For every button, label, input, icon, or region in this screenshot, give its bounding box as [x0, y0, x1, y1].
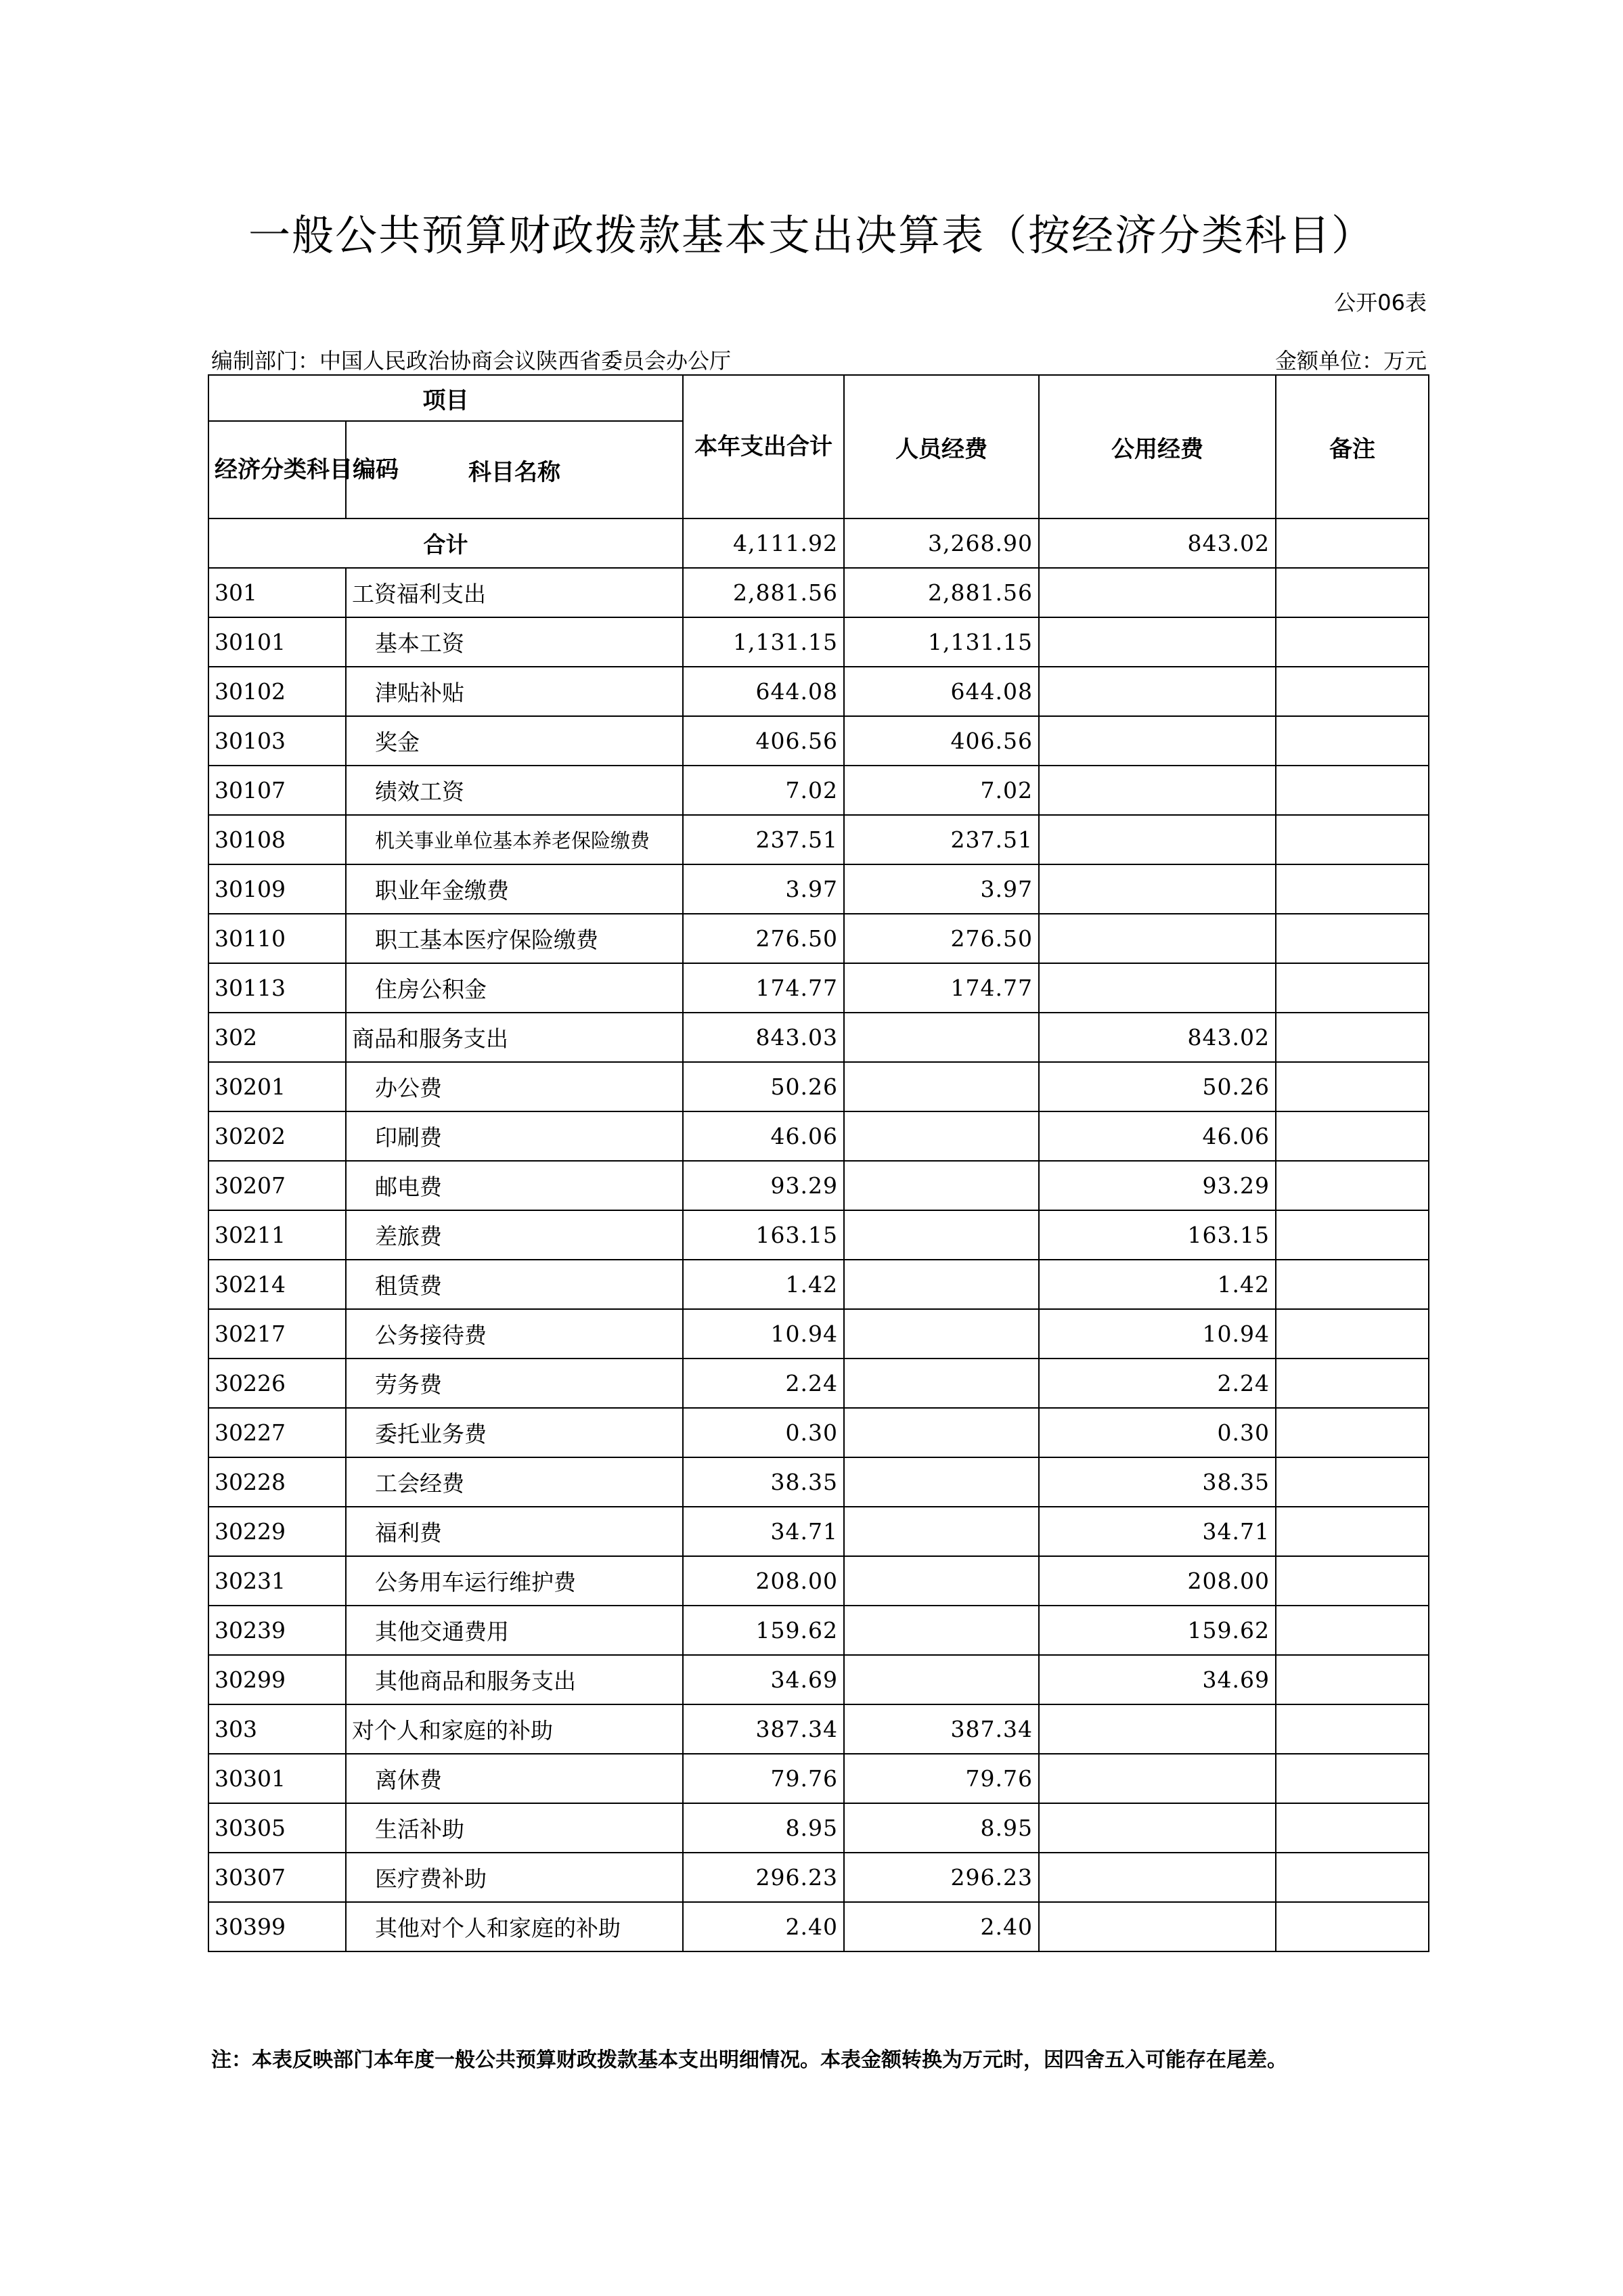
row-personnel	[844, 1359, 1039, 1408]
row-total: 34.71	[683, 1507, 844, 1556]
table-row	[208, 1359, 1429, 1408]
row-public	[1039, 1754, 1276, 1803]
row-name: 公务用车运行维护费	[346, 1556, 683, 1606]
row-personnel: 7.02	[844, 766, 1039, 815]
row-total: 50.26	[683, 1062, 844, 1111]
table-row	[208, 1556, 1429, 1606]
table-row	[208, 1013, 1429, 1062]
table-row	[208, 1111, 1429, 1161]
row-code: 302	[208, 1013, 346, 1062]
row-code: 30109	[208, 864, 346, 914]
row-total: 237.51	[683, 815, 844, 864]
page-title: 一般公共预算财政拨款基本支出决算表（按经济分类科目）	[248, 211, 1375, 260]
row-name: 印刷费	[346, 1111, 683, 1161]
row-public: 34.69	[1039, 1655, 1276, 1704]
row-code: 30299	[208, 1655, 346, 1704]
row-personnel	[844, 1556, 1039, 1606]
total-row	[208, 518, 1429, 568]
row-name: 商品和服务支出	[346, 1013, 683, 1062]
header-remark: 备注	[1276, 375, 1429, 518]
row-name: 住房公积金	[346, 963, 683, 1013]
table-row	[208, 1210, 1429, 1260]
table-row	[208, 815, 1429, 864]
row-name: 租赁费	[346, 1260, 683, 1309]
row-code: 30211	[208, 1210, 346, 1260]
row-public	[1039, 1853, 1276, 1902]
row-code: 30207	[208, 1161, 346, 1210]
row-remark	[1276, 716, 1429, 766]
row-public	[1039, 864, 1276, 914]
table-row	[208, 1062, 1429, 1111]
total-label: 合计	[208, 518, 683, 568]
row-name: 绩效工资	[346, 766, 683, 815]
table-row	[208, 1260, 1429, 1309]
row-total: 159.62	[683, 1606, 844, 1655]
table-row	[208, 1457, 1429, 1507]
table-row	[208, 716, 1429, 766]
expenditure-table	[208, 374, 1429, 1952]
row-code: 30103	[208, 716, 346, 766]
table-row	[208, 568, 1429, 617]
row-public	[1039, 568, 1276, 617]
row-personnel	[844, 1457, 1039, 1507]
header-name: 科目名称	[346, 421, 683, 518]
row-remark	[1276, 1803, 1429, 1853]
row-public: 163.15	[1039, 1210, 1276, 1260]
row-code: 30101	[208, 617, 346, 667]
row-personnel	[844, 1210, 1039, 1260]
row-total: 34.69	[683, 1655, 844, 1704]
row-name: 劳务费	[346, 1359, 683, 1408]
row-public: 46.06	[1039, 1111, 1276, 1161]
header-personnel: 人员经费	[844, 375, 1039, 518]
row-code: 30239	[208, 1606, 346, 1655]
row-name: 其他商品和服务支出	[346, 1655, 683, 1704]
form-number: 公开06表	[1334, 290, 1427, 315]
row-name: 其他交通费用	[346, 1606, 683, 1655]
table-row	[208, 1408, 1429, 1457]
row-public	[1039, 1803, 1276, 1853]
row-total: 208.00	[683, 1556, 844, 1606]
row-total: 843.03	[683, 1013, 844, 1062]
row-code: 30202	[208, 1111, 346, 1161]
table-row	[208, 914, 1429, 963]
row-public	[1039, 815, 1276, 864]
row-personnel	[844, 1408, 1039, 1457]
row-personnel	[844, 1655, 1039, 1704]
row-public: 10.94	[1039, 1309, 1276, 1359]
row-remark	[1276, 617, 1429, 667]
row-name: 邮电费	[346, 1161, 683, 1210]
row-total: 0.30	[683, 1408, 844, 1457]
row-public	[1039, 914, 1276, 963]
row-name: 医疗费补助	[346, 1853, 683, 1902]
row-total: 2.24	[683, 1359, 844, 1408]
table-row	[208, 1309, 1429, 1359]
row-total: 3.97	[683, 864, 844, 914]
row-remark	[1276, 1606, 1429, 1655]
row-remark	[1276, 864, 1429, 914]
row-code: 30399	[208, 1902, 346, 1951]
table-row	[208, 963, 1429, 1013]
row-public: 50.26	[1039, 1062, 1276, 1111]
row-remark	[1276, 1704, 1429, 1754]
row-personnel: 406.56	[844, 716, 1039, 766]
row-code: 30102	[208, 667, 346, 716]
row-public: 1.42	[1039, 1260, 1276, 1309]
row-total: 79.76	[683, 1754, 844, 1803]
total-amount: 4,111.92	[683, 518, 844, 568]
row-name: 其他对个人和家庭的补助	[346, 1902, 683, 1951]
row-total: 2,881.56	[683, 568, 844, 617]
row-total: 2.40	[683, 1902, 844, 1951]
row-remark	[1276, 1309, 1429, 1359]
row-name: 工资福利支出	[346, 568, 683, 617]
row-total: 93.29	[683, 1161, 844, 1210]
row-code: 30108	[208, 815, 346, 864]
row-name: 工会经费	[346, 1457, 683, 1507]
table-row	[208, 1606, 1429, 1655]
row-name: 办公费	[346, 1062, 683, 1111]
row-total: 10.94	[683, 1309, 844, 1359]
table-row	[208, 667, 1429, 716]
table-row	[208, 766, 1429, 815]
row-public: 0.30	[1039, 1408, 1276, 1457]
row-total: 296.23	[683, 1853, 844, 1902]
row-name: 生活补助	[346, 1803, 683, 1853]
header-public: 公用经费	[1039, 375, 1276, 518]
row-name: 委托业务费	[346, 1408, 683, 1457]
row-total: 8.95	[683, 1803, 844, 1853]
row-personnel: 2.40	[844, 1902, 1039, 1951]
row-remark	[1276, 1161, 1429, 1210]
row-remark	[1276, 1359, 1429, 1408]
row-name: 基本工资	[346, 617, 683, 667]
row-public: 843.02	[1039, 1013, 1276, 1062]
row-remark	[1276, 1408, 1429, 1457]
row-remark	[1276, 1853, 1429, 1902]
row-code: 30301	[208, 1754, 346, 1803]
total-remark	[1276, 518, 1429, 568]
row-personnel: 1,131.15	[844, 617, 1039, 667]
row-personnel: 8.95	[844, 1803, 1039, 1853]
row-remark	[1276, 914, 1429, 963]
table-row	[208, 1803, 1429, 1853]
row-name: 差旅费	[346, 1210, 683, 1260]
row-personnel	[844, 1507, 1039, 1556]
table-row	[208, 1853, 1429, 1902]
row-personnel	[844, 1309, 1039, 1359]
row-remark	[1276, 1902, 1429, 1951]
row-code: 30201	[208, 1062, 346, 1111]
row-total: 7.02	[683, 766, 844, 815]
row-personnel	[844, 1013, 1039, 1062]
row-personnel	[844, 1161, 1039, 1210]
row-name: 津贴补贴	[346, 667, 683, 716]
row-personnel: 387.34	[844, 1704, 1039, 1754]
row-code: 30214	[208, 1260, 346, 1309]
row-total: 276.50	[683, 914, 844, 963]
row-name: 福利费	[346, 1507, 683, 1556]
row-code: 30307	[208, 1853, 346, 1902]
row-remark	[1276, 1013, 1429, 1062]
row-name: 职业年金缴费	[346, 864, 683, 914]
header-code: 经济分类科目编码	[208, 421, 346, 518]
row-remark	[1276, 1457, 1429, 1507]
table-row	[208, 1655, 1429, 1704]
table-row	[208, 1161, 1429, 1210]
row-remark	[1276, 1556, 1429, 1606]
row-personnel	[844, 1606, 1039, 1655]
row-total: 174.77	[683, 963, 844, 1013]
row-personnel: 3.97	[844, 864, 1039, 914]
row-public: 93.29	[1039, 1161, 1276, 1210]
table-row	[208, 617, 1429, 667]
table-row	[208, 1902, 1429, 1951]
row-remark	[1276, 1111, 1429, 1161]
total-public: 843.02	[1039, 518, 1276, 568]
row-code: 30217	[208, 1309, 346, 1359]
row-total: 387.34	[683, 1704, 844, 1754]
department-label: 编制部门：中国人民政治协商会议陕西省委员会办公厅	[211, 348, 732, 374]
row-total: 406.56	[683, 716, 844, 766]
total-personnel: 3,268.90	[844, 518, 1039, 568]
row-code: 30226	[208, 1359, 346, 1408]
row-personnel	[844, 1260, 1039, 1309]
row-code: 30110	[208, 914, 346, 963]
row-name: 职工基本医疗保险缴费	[346, 914, 683, 963]
row-code: 30231	[208, 1556, 346, 1606]
row-code: 30227	[208, 1408, 346, 1457]
row-public	[1039, 1902, 1276, 1951]
table-row	[208, 1507, 1429, 1556]
row-code: 30305	[208, 1803, 346, 1853]
table-row	[208, 864, 1429, 914]
row-public	[1039, 1704, 1276, 1754]
row-name: 机关事业单位基本养老保险缴费	[346, 815, 683, 864]
row-public	[1039, 766, 1276, 815]
row-name: 公务接待费	[346, 1309, 683, 1359]
table-row	[208, 1704, 1429, 1754]
row-name: 奖金	[346, 716, 683, 766]
row-remark	[1276, 568, 1429, 617]
row-public	[1039, 716, 1276, 766]
row-code: 30113	[208, 963, 346, 1013]
row-remark	[1276, 963, 1429, 1013]
row-remark	[1276, 1754, 1429, 1803]
row-code: 30229	[208, 1507, 346, 1556]
row-public: 159.62	[1039, 1606, 1276, 1655]
row-public: 38.35	[1039, 1457, 1276, 1507]
row-public: 2.24	[1039, 1359, 1276, 1408]
row-public	[1039, 617, 1276, 667]
row-personnel	[844, 1062, 1039, 1111]
row-code: 301	[208, 568, 346, 617]
row-total: 1.42	[683, 1260, 844, 1309]
row-total: 46.06	[683, 1111, 844, 1161]
row-total: 163.15	[683, 1210, 844, 1260]
table-row	[208, 1754, 1429, 1803]
row-name: 对个人和家庭的补助	[346, 1704, 683, 1754]
row-personnel: 644.08	[844, 667, 1039, 716]
table-body	[208, 518, 1429, 1951]
row-public	[1039, 963, 1276, 1013]
row-personnel: 237.51	[844, 815, 1039, 864]
row-total: 1,131.15	[683, 617, 844, 667]
row-public: 34.71	[1039, 1507, 1276, 1556]
row-total: 644.08	[683, 667, 844, 716]
row-remark	[1276, 1507, 1429, 1556]
row-name: 离休费	[346, 1754, 683, 1803]
row-personnel: 79.76	[844, 1754, 1039, 1803]
row-total: 38.35	[683, 1457, 844, 1507]
footnote: 注：本表反映部门本年度一般公共预算财政拨款基本支出明细情况。本表金额转换为万元时，因四舍五入可能存在尾差。	[211, 2048, 1287, 2072]
row-remark	[1276, 766, 1429, 815]
row-remark	[1276, 815, 1429, 864]
header-total: 本年支出合计	[683, 375, 844, 518]
row-personnel	[844, 1111, 1039, 1161]
row-personnel: 174.77	[844, 963, 1039, 1013]
unit-label: 金额单位：万元	[1274, 348, 1427, 374]
row-remark	[1276, 1210, 1429, 1260]
header-item: 项目	[208, 375, 683, 421]
row-code: 30107	[208, 766, 346, 815]
row-public	[1039, 667, 1276, 716]
row-public: 208.00	[1039, 1556, 1276, 1606]
row-remark	[1276, 1260, 1429, 1309]
row-personnel: 296.23	[844, 1853, 1039, 1902]
row-code: 30228	[208, 1457, 346, 1507]
row-personnel: 276.50	[844, 914, 1039, 963]
row-remark	[1276, 1655, 1429, 1704]
row-personnel: 2,881.56	[844, 568, 1039, 617]
row-code: 303	[208, 1704, 346, 1754]
row-remark	[1276, 1062, 1429, 1111]
row-remark	[1276, 667, 1429, 716]
